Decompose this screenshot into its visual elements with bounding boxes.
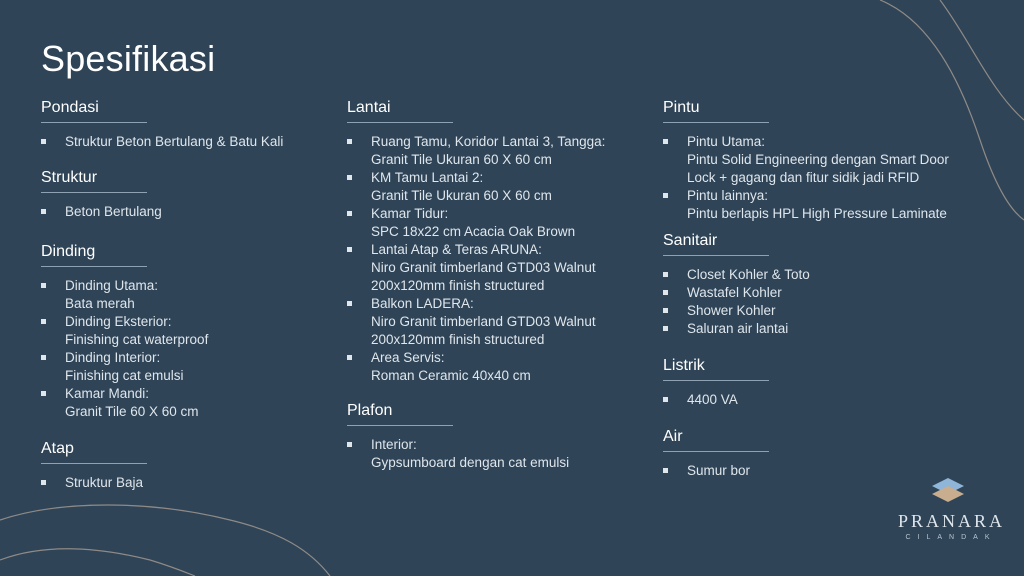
spec-item-line: Wastafel Kohler <box>687 285 782 300</box>
spec-item-line: Niro Granit timberland GTD03 Walnut <box>371 314 596 329</box>
spec-item-line: Beton Bertulang <box>65 204 162 219</box>
spec-item-line: Finishing cat waterproof <box>65 332 209 347</box>
section-heading: Plafon <box>347 402 393 419</box>
spec-item <box>41 203 331 221</box>
spec-item-line: Finishing cat emulsi <box>65 368 184 383</box>
section-heading: Pondasi <box>41 99 99 116</box>
spec-item <box>663 284 983 302</box>
spec-item <box>663 187 983 223</box>
bullet-icon <box>663 272 668 277</box>
bullet-icon <box>41 319 46 324</box>
spec-item-line: Balkon LADERA: <box>371 296 474 311</box>
spec-item <box>347 133 667 169</box>
bullet-icon <box>663 139 668 144</box>
section-plafon <box>347 401 667 472</box>
bullet-icon <box>663 193 668 198</box>
bullet-icon <box>347 175 352 180</box>
spec-list <box>41 277 331 421</box>
section-heading: Listrik <box>663 357 705 374</box>
spec-item <box>663 320 983 338</box>
bullet-icon <box>663 326 668 331</box>
section-pintu <box>663 98 983 223</box>
heading-underline <box>663 122 769 123</box>
heading-underline <box>41 192 147 193</box>
spec-item-line: 200x120mm finish structured <box>371 278 545 293</box>
spec-item-line: Granit Tile 60 X 60 cm <box>65 404 199 419</box>
section-heading: Lantai <box>347 99 391 116</box>
bullet-icon <box>347 139 352 144</box>
heading-underline <box>41 266 147 267</box>
heading-underline <box>663 255 769 256</box>
spec-item-line: Struktur Beton Bertulang & Batu Kali <box>65 134 284 149</box>
section-struktur <box>41 168 331 221</box>
section-air <box>663 427 983 480</box>
heading-underline <box>663 380 769 381</box>
spec-item-line: Area Servis: <box>371 350 445 365</box>
spec-item <box>41 474 331 492</box>
spec-item-line: Dinding Eksterior: <box>65 314 172 329</box>
section-heading: Air <box>663 428 683 445</box>
spec-item-line: Kamar Tidur: <box>371 206 449 221</box>
spec-item-line: Sumur bor <box>687 463 751 478</box>
logo-icon <box>928 476 968 504</box>
spec-item <box>347 436 667 472</box>
page-title: Spesifikasi <box>41 38 216 79</box>
brand-logo <box>898 476 1006 541</box>
spec-item <box>347 241 667 295</box>
spec-item <box>41 133 331 151</box>
spec-item-line: Saluran air lantai <box>687 321 789 336</box>
bullet-icon <box>347 211 352 216</box>
bullet-icon <box>41 283 46 288</box>
spec-item <box>347 295 667 349</box>
spec-item <box>663 302 983 320</box>
spec-item-line: 200x120mm finish structured <box>371 332 545 347</box>
spec-item <box>41 349 331 385</box>
bullet-icon <box>347 442 352 447</box>
bullet-icon <box>347 301 352 306</box>
spec-item-line: Roman Ceramic 40x40 cm <box>371 368 531 383</box>
spec-list <box>347 133 667 385</box>
spec-item-line: Pintu Solid Engineering dengan Smart Door <box>687 152 949 167</box>
spec-item-line: Granit Tile Ukuran 60 X 60 cm <box>371 152 552 167</box>
spec-item-line: Gypsumboard dengan cat emulsi <box>371 455 570 470</box>
spec-list <box>663 391 983 409</box>
spec-list <box>663 133 983 223</box>
bullet-icon <box>663 290 668 295</box>
heading-underline <box>41 463 147 464</box>
spec-item-line: Shower Kohler <box>687 303 776 318</box>
spec-item-line: Lock + gagang dan fitur sidik jadi RFID <box>687 170 920 185</box>
spec-item-line: Pintu berlapis HPL High Pressure Laminate <box>687 206 947 221</box>
section-dinding <box>41 242 331 421</box>
spec-item-line: Ruang Tamu, Koridor Lantai 3, Tangga: <box>371 134 606 149</box>
section-heading: Sanitair <box>663 232 718 249</box>
spec-item <box>347 169 667 205</box>
spec-item <box>41 277 331 313</box>
section-heading: Struktur <box>41 169 98 186</box>
section-heading: Dinding <box>41 243 96 260</box>
spec-item-line: Pintu lainnya: <box>687 188 769 203</box>
spec-item <box>347 205 667 241</box>
logo-subtitle: CILANDAK <box>905 534 997 541</box>
spec-list <box>41 203 331 221</box>
spec-list <box>663 266 983 338</box>
heading-underline <box>663 451 769 452</box>
bullet-icon <box>41 209 46 214</box>
spec-item <box>347 349 667 385</box>
spec-item-line: Dinding Interior: <box>65 350 161 365</box>
spec-item-line: 4400 VA <box>687 392 738 407</box>
bullet-icon <box>41 480 46 485</box>
spec-item-line: Closet Kohler & Toto <box>687 267 810 282</box>
spec-item-line: Lantai Atap & Teras ARUNA: <box>371 242 542 257</box>
section-heading: Atap <box>41 440 74 457</box>
section-listrik <box>663 356 983 409</box>
bullet-icon <box>41 139 46 144</box>
spec-list <box>41 474 331 492</box>
spec-item-line: Pintu Utama: <box>687 134 766 149</box>
section-lantai <box>347 98 667 385</box>
spec-item <box>663 266 983 284</box>
bullet-icon <box>663 397 668 402</box>
bullet-icon <box>41 391 46 396</box>
section-sanitair <box>663 231 983 338</box>
spec-item-line: Niro Granit timberland GTD03 Walnut <box>371 260 596 275</box>
bullet-icon <box>347 247 352 252</box>
spec-item <box>663 391 983 409</box>
heading-underline <box>347 425 453 426</box>
spec-item-line: Struktur Baja <box>65 475 144 490</box>
section-heading: Pintu <box>663 99 700 116</box>
spec-list <box>347 436 667 472</box>
spec-item-line: Interior: <box>371 437 417 452</box>
section-atap <box>41 439 331 492</box>
spec-list <box>41 133 331 151</box>
spec-item-line: SPC 18x22 cm Acacia Oak Brown <box>371 224 576 239</box>
spec-item <box>663 133 983 187</box>
bullet-icon <box>347 355 352 360</box>
heading-underline <box>41 122 147 123</box>
section-pondasi <box>41 98 331 151</box>
spec-item-line: Kamar Mandi: <box>65 386 150 401</box>
spec-item-line: Granit Tile Ukuran 60 X 60 cm <box>371 188 552 203</box>
bullet-icon <box>663 468 668 473</box>
spec-item <box>41 313 331 349</box>
bullet-icon <box>41 355 46 360</box>
spec-item-line: Bata merah <box>65 296 135 311</box>
heading-underline <box>347 122 453 123</box>
logo-name: PRANARA <box>898 511 1006 531</box>
spec-item-line: KM Tamu Lantai 2: <box>371 170 484 185</box>
spec-item <box>41 385 331 421</box>
spec-item-line: Dinding Utama: <box>65 278 159 293</box>
bullet-icon <box>663 308 668 313</box>
